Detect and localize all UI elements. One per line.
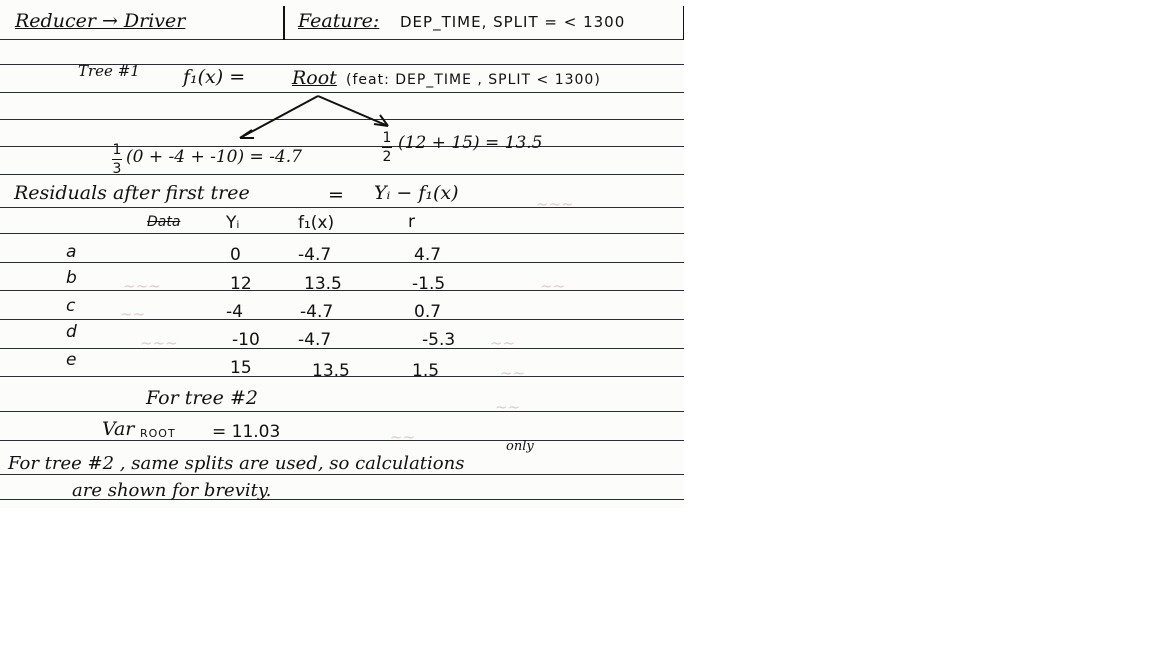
- right-branch-arrow: [318, 96, 388, 126]
- tree1-title: Tree #1: [78, 62, 140, 80]
- row-id: a: [66, 242, 77, 262]
- var-value: = 11.03: [212, 422, 281, 442]
- row-id: c: [66, 296, 76, 316]
- right-frac-denominator: 2: [382, 149, 392, 165]
- row-f: -4.7: [298, 245, 332, 265]
- row-id: b: [66, 268, 77, 288]
- ruled-line: [0, 440, 684, 441]
- bleed-mark: ~~: [540, 277, 566, 295]
- right-leaf-fraction: [382, 130, 392, 165]
- tree1-function: f₁(x) =: [183, 66, 246, 88]
- var-label: Var: [102, 418, 135, 440]
- row-f: 13.5: [304, 274, 342, 294]
- bleed-mark: ~~: [490, 334, 516, 352]
- left-arrowhead: [240, 130, 254, 138]
- ruled-line: [0, 474, 684, 475]
- col-header-f: f₁(x): [298, 213, 335, 233]
- row-f: 13.5: [312, 361, 350, 381]
- ruled-line: [0, 174, 684, 175]
- col-header-y: Yᵢ: [226, 213, 240, 233]
- row-y: -4: [226, 302, 243, 322]
- ruled-line: [0, 262, 684, 263]
- row-id: d: [66, 322, 77, 342]
- footer-insert: only: [506, 439, 534, 454]
- row-y: 15: [230, 358, 252, 378]
- tree1-root-detail: (feat: DEP_TIME , SPLIT < 1300): [346, 72, 601, 88]
- var-subscript: ROOT: [140, 427, 176, 440]
- row-f: -4.7: [300, 302, 334, 322]
- bleed-mark: ~~~: [140, 334, 178, 352]
- row-y: -10: [232, 330, 260, 350]
- row-y: 12: [230, 274, 252, 294]
- row-f: -4.7: [298, 330, 332, 350]
- row-r: -1.5: [412, 274, 446, 294]
- bleed-mark: ~~: [120, 305, 146, 323]
- left-frac-denominator: 3: [112, 161, 122, 177]
- residuals-title: Residuals after first tree: [14, 182, 250, 204]
- tree2-title: For tree #2: [146, 387, 258, 409]
- row-r: -5.3: [422, 330, 456, 350]
- row-id: e: [66, 350, 77, 370]
- ruled-line: [0, 290, 684, 291]
- header-feature-text: DEP_TIME, SPLIT = < 1300: [400, 13, 626, 31]
- header-left: Reducer → Driver: [15, 10, 186, 32]
- left-leaf-fraction: [112, 142, 122, 177]
- bleed-mark: ~~: [500, 364, 526, 382]
- header-feature-label: Feature:: [298, 10, 380, 32]
- notebook-page: [0, 0, 684, 508]
- residuals-equals: =: [328, 184, 344, 206]
- ruled-line: [0, 348, 684, 349]
- left-leaf-expression: (0 + -4 + -10) = -4.7: [126, 147, 302, 167]
- left-frac-numerator: 1: [112, 142, 122, 158]
- bleed-mark: ~~~: [123, 277, 161, 295]
- bleed-mark: ~~: [495, 398, 521, 416]
- right-leaf-expression: (12 + 15) = 13.5: [398, 133, 543, 153]
- residuals-formula: Yᵢ − f₁(x): [374, 182, 459, 204]
- row-r: 4.7: [414, 245, 442, 265]
- ruled-line: [0, 411, 684, 412]
- bleed-mark: ~~~: [536, 195, 574, 213]
- ruled-line: [0, 319, 684, 320]
- ruled-line: [0, 233, 684, 234]
- footer-line1: For tree #2 , same splits are used, so calculations: [8, 453, 465, 474]
- tree1-branches: [0, 0, 684, 160]
- col-header-data: Data: [147, 214, 181, 230]
- row-y: 0: [230, 245, 241, 265]
- ruled-line: [0, 207, 684, 208]
- row-r: 0.7: [414, 302, 442, 322]
- bleed-mark: ~~: [390, 428, 416, 446]
- tree1-root-label: Root: [292, 67, 337, 89]
- col-header-r: r: [408, 212, 415, 232]
- row-r: 1.5: [412, 361, 440, 381]
- right-frac-numerator: 1: [382, 130, 392, 146]
- left-branch-arrow: [240, 96, 318, 138]
- footer-line2: are shown for brevity.: [72, 480, 272, 501]
